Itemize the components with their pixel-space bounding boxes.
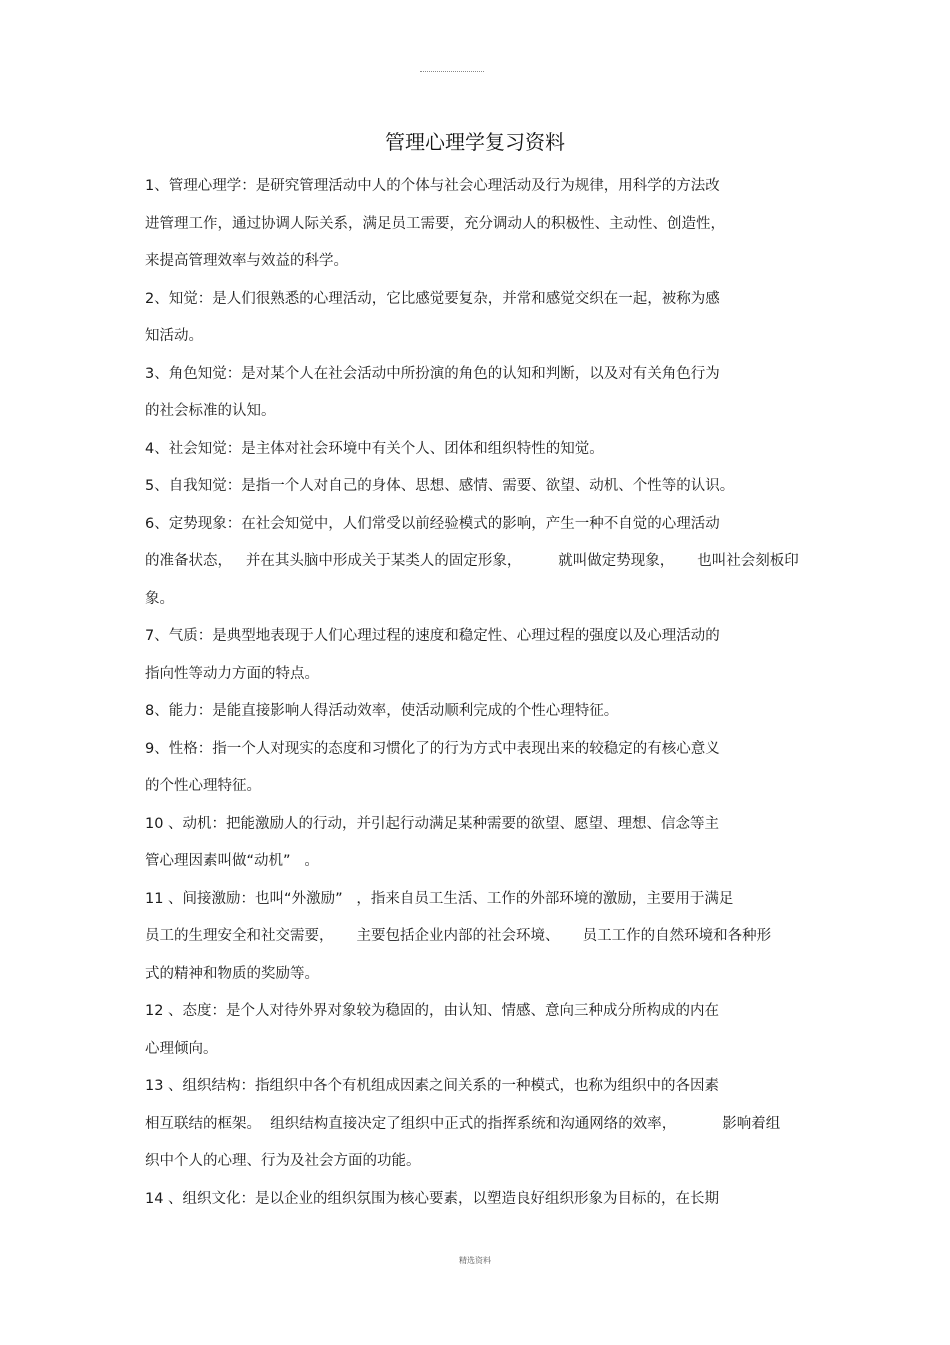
text-line: 的个性心理特征。 bbox=[145, 778, 261, 794]
text-line: 11 、间接激励：也叫“外激励” ，指来自员工生活、工作的外部环境的激励，主要用于满足 bbox=[145, 891, 734, 907]
text-line: 4、社会知觉：是主体对社会环境中有关个人、团体和组织特性的知觉。 bbox=[145, 441, 604, 457]
text-line: 来提高管理效率与效益的科学。 bbox=[145, 253, 348, 269]
text-line: 心理倾向。 bbox=[145, 1041, 218, 1057]
text-line: 员工的生理安全和社交需要， 主要包括企业内部的社会环境、 员工工作的自然环境和各种形 bbox=[145, 928, 772, 944]
text-line: 知活动。 bbox=[145, 328, 203, 344]
text-line: 8、能力：是能直接影响人得活动效率，使活动顺利完成的个性心理特征。 bbox=[145, 703, 619, 719]
text-line: 相互联结的框架。 组织结构直接决定了组织中正式的指挥系统和沟通网络的效率， 影响着组 bbox=[145, 1116, 781, 1132]
text-line: 6、定势现象：在社会知觉中，人们常受以前经验模式的影响，产生一种不自觉的心理活动 bbox=[145, 516, 720, 532]
text-line: 1、管理心理学：是研究管理活动中人的个体与社会心理活动及行为规律，用科学的方法改 bbox=[145, 178, 720, 194]
text-line: 指向性等动力方面的特点。 bbox=[145, 666, 319, 682]
text-line: 7、气质：是典型地表现于人们心理过程的速度和稳定性、心理过程的强度以及心理活动的 bbox=[145, 628, 720, 644]
text-line: 2、知觉：是人们很熟悉的心理活动，它比感觉要复杂，并常和感觉交织在一起，被称为感 bbox=[145, 291, 720, 307]
text-line: 13 、组织结构：指组织中各个有机组成因素之间关系的一种模式，也称为组织中的各因素 bbox=[145, 1078, 720, 1094]
text-line: 象。 bbox=[145, 591, 174, 607]
text-line: 12 、态度：是个人对待外界对象较为稳固的，由认知、情感、意向三种成分所构成的内在 bbox=[145, 1003, 720, 1019]
header-rule bbox=[420, 71, 484, 72]
text-line: 10 、动机：把能激励人的行动，并引起行动满足某种需要的欲望、愿望、理想、信念等主 bbox=[145, 816, 720, 832]
text-line: 5、自我知觉：是指一个人对自己的身体、思想、感情、需要、欲望、动机、个性等的认识。 bbox=[145, 478, 735, 494]
text-line: 的准备状态， 并在其头脑中形成关于某类人的固定形象， 就叫做定势现象， 也叫社会刻板印 bbox=[145, 553, 799, 569]
text-line: 式的精神和物质的奖励等。 bbox=[145, 966, 319, 982]
text-line: 3、角色知觉：是对某个人在社会活动中所扮演的角色的认知和判断，以及对有关角色行为 bbox=[145, 366, 720, 382]
text-line: 进管理工作，通过协调人际关系，满足员工需要，充分调动人的积极性、主动性、创造性， bbox=[145, 216, 725, 232]
text-line: 14 、组织文化：是以企业的组织氛围为核心要素，以塑造良好组织形象为目标的，在长期 bbox=[145, 1191, 720, 1207]
page-title: 管理心理学复习资料 bbox=[385, 130, 565, 154]
text-line: 9、性格：指一个人对现实的态度和习惯化了的行为方式中表现出来的较稳定的有核心意义 bbox=[145, 741, 720, 757]
text-line: 的社会标准的认知。 bbox=[145, 403, 276, 419]
text-line: 管心理因素叫做“动机” 。 bbox=[145, 853, 319, 869]
text-line: 织中个人的心理、行为及社会方面的功能。 bbox=[145, 1153, 421, 1169]
page-footer: 精选资料 bbox=[459, 1256, 491, 1265]
